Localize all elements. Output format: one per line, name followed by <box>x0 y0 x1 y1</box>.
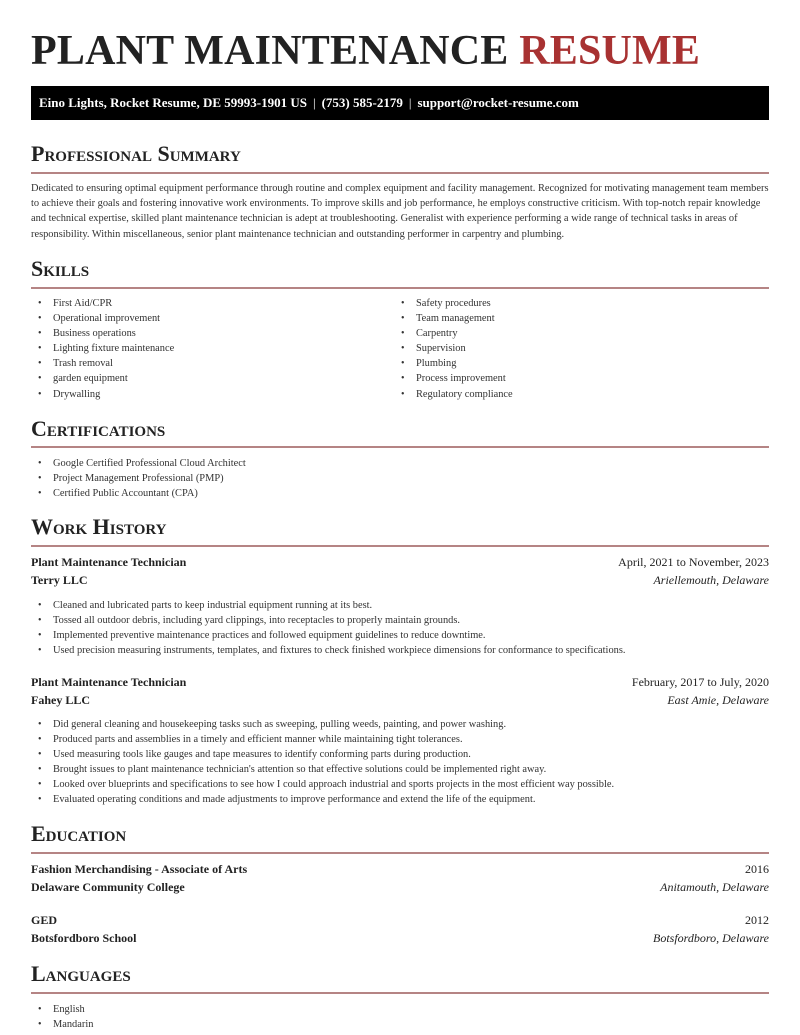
job-dates: April, 2021 to November, 2023 <box>618 555 769 569</box>
section-divider <box>31 852 769 854</box>
section-divider <box>31 446 769 448</box>
job-location: East Amie, Delaware <box>667 693 769 707</box>
job-bullet: • Implemented preventive maintenance practices and followed equipment guidelines to reduce downtime. <box>31 628 625 643</box>
job-bullet: • Evaluated operating conditions and made adjustments to improve performance and extend the life of the equipment. <box>31 792 614 807</box>
job-dates: February, 2017 to July, 2020 <box>631 675 769 689</box>
section-divider <box>31 287 769 289</box>
section-heading-work-history: Work History <box>31 514 167 539</box>
education-school-row <box>31 880 769 898</box>
job-bullet: • Used measuring tools like gauges and tape measures to identify conforming parts during production. <box>31 747 614 762</box>
job-bullet: • Did general cleaning and housekeeping tasks such as sweeping, pulling weeds, painting, and power washing. <box>31 717 614 732</box>
skill-item: • Regulatory compliance <box>394 387 513 402</box>
language-item: • English <box>31 1002 93 1017</box>
education-school: Botsfordboro School <box>31 931 137 945</box>
section-divider <box>31 545 769 547</box>
job-bullet: • Cleaned and lubricated parts to keep industrial equipment running at its best. <box>31 598 625 613</box>
section-heading-summary: Professional Summary <box>31 141 241 166</box>
skill-item: • Drywalling <box>31 387 174 402</box>
skill-item: • Team management <box>394 311 513 326</box>
job-location: Ariellemouth, Delaware <box>653 573 769 587</box>
job-bullets <box>31 717 614 808</box>
certification-item: • Certified Public Accountant (CPA) <box>31 486 246 501</box>
skills-list-left <box>31 296 174 402</box>
summary-text: Dedicated to ensuring optimal equipment performance through routine and complex equipment and facility management. Recognized for motivating management team members to achieve their goals and fostering innovative work environments. To improve skills and job performance, he employs constructive criticism. With top-notch repair knowledge and technical expertise, skilled plant maintenance technician is adept at troubleshooting. Generalist with experience performing a wide range of technical tasks in areas of responsibility. Within miscellaneous, senior plant maintenance technician and outstanding performer in carpentry and plumbing. <box>31 183 769 240</box>
section-heading-languages: Languages <box>31 961 131 986</box>
section-divider <box>31 172 769 174</box>
job-bullet: • Used precision measuring instruments, templates, and fixtures to check finished workpiece dimensions for conformance to specifications. <box>31 643 625 658</box>
job-header <box>31 675 769 693</box>
section-heading-education: Education <box>31 821 127 846</box>
skill-item: • Process improvement <box>394 371 513 386</box>
job-title: Plant Maintenance Technician <box>31 555 187 569</box>
job-company-row <box>31 693 769 711</box>
education-year: 2016 <box>745 862 769 876</box>
skill-item: • Trash removal <box>31 356 174 371</box>
skill-item: • Safety procedures <box>394 296 513 311</box>
job-bullet: • Produced parts and assemblies in a timely and efficient manner while maintaining tight tolerances. <box>31 732 614 747</box>
contact-separator: | <box>312 95 316 110</box>
skill-item: • garden equipment <box>31 371 174 386</box>
skill-item: • Lighting fixture maintenance <box>31 341 174 356</box>
section-divider <box>31 992 769 994</box>
skill-item: • Operational improvement <box>31 311 174 326</box>
title-main: PLANT MAINTENANCE <box>31 28 509 74</box>
education-school: Delaware Community College <box>31 880 185 894</box>
skill-item: • Carpentry <box>394 326 513 341</box>
resume-title <box>31 28 700 74</box>
education-header <box>31 862 769 880</box>
education-header <box>31 913 769 931</box>
contact-bar <box>31 86 769 120</box>
education-location: Anitamouth, Delaware <box>660 880 769 894</box>
education-school-row <box>31 931 769 949</box>
skill-item: • Plumbing <box>394 356 513 371</box>
title-accent: RESUME <box>519 28 701 74</box>
contact-email: support@rocket-resume.com <box>417 95 579 110</box>
skills-list-right <box>394 296 513 402</box>
job-bullet: • Brought issues to plant maintenance technician's attention so that effective solutions could be implemented right away. <box>31 762 614 777</box>
job-company: Terry LLC <box>31 573 88 587</box>
certifications-list <box>31 456 246 501</box>
contact-address: Eino Lights, Rocket Resume, DE 59993-1901 US <box>39 95 307 110</box>
certification-item: • Project Management Professional (PMP) <box>31 471 246 486</box>
job-bullets <box>31 598 625 658</box>
languages-list <box>31 1002 93 1032</box>
job-company-row <box>31 573 769 591</box>
section-heading-certifications: Certifications <box>31 416 166 441</box>
skill-item: • First Aid/CPR <box>31 296 174 311</box>
education-location: Botsfordboro, Delaware <box>653 931 769 945</box>
education-year: 2012 <box>745 913 769 927</box>
section-heading-skills: Skills <box>31 256 90 281</box>
job-title: Plant Maintenance Technician <box>31 675 187 689</box>
job-bullet: • Tossed all outdoor debris, including yard clippings, into receptacles to properly maintain grounds. <box>31 613 625 628</box>
contact-separator: | <box>408 95 412 110</box>
skill-item: • Business operations <box>31 326 174 341</box>
contact-phone: (753) 585-2179 <box>321 95 403 110</box>
certification-item: • Google Certified Professional Cloud Architect <box>31 456 246 471</box>
job-bullet: • Looked over blueprints and specifications to see how I could approach industrial and sports projects in the most efficient way possible. <box>31 777 614 792</box>
job-company: Fahey LLC <box>31 693 91 707</box>
job-header <box>31 555 769 573</box>
education-degree: GED <box>31 913 58 927</box>
language-item: • Mandarin <box>31 1017 93 1032</box>
skill-item: • Supervision <box>394 341 513 356</box>
education-degree: Fashion Merchandising - Associate of Arts <box>31 862 248 876</box>
